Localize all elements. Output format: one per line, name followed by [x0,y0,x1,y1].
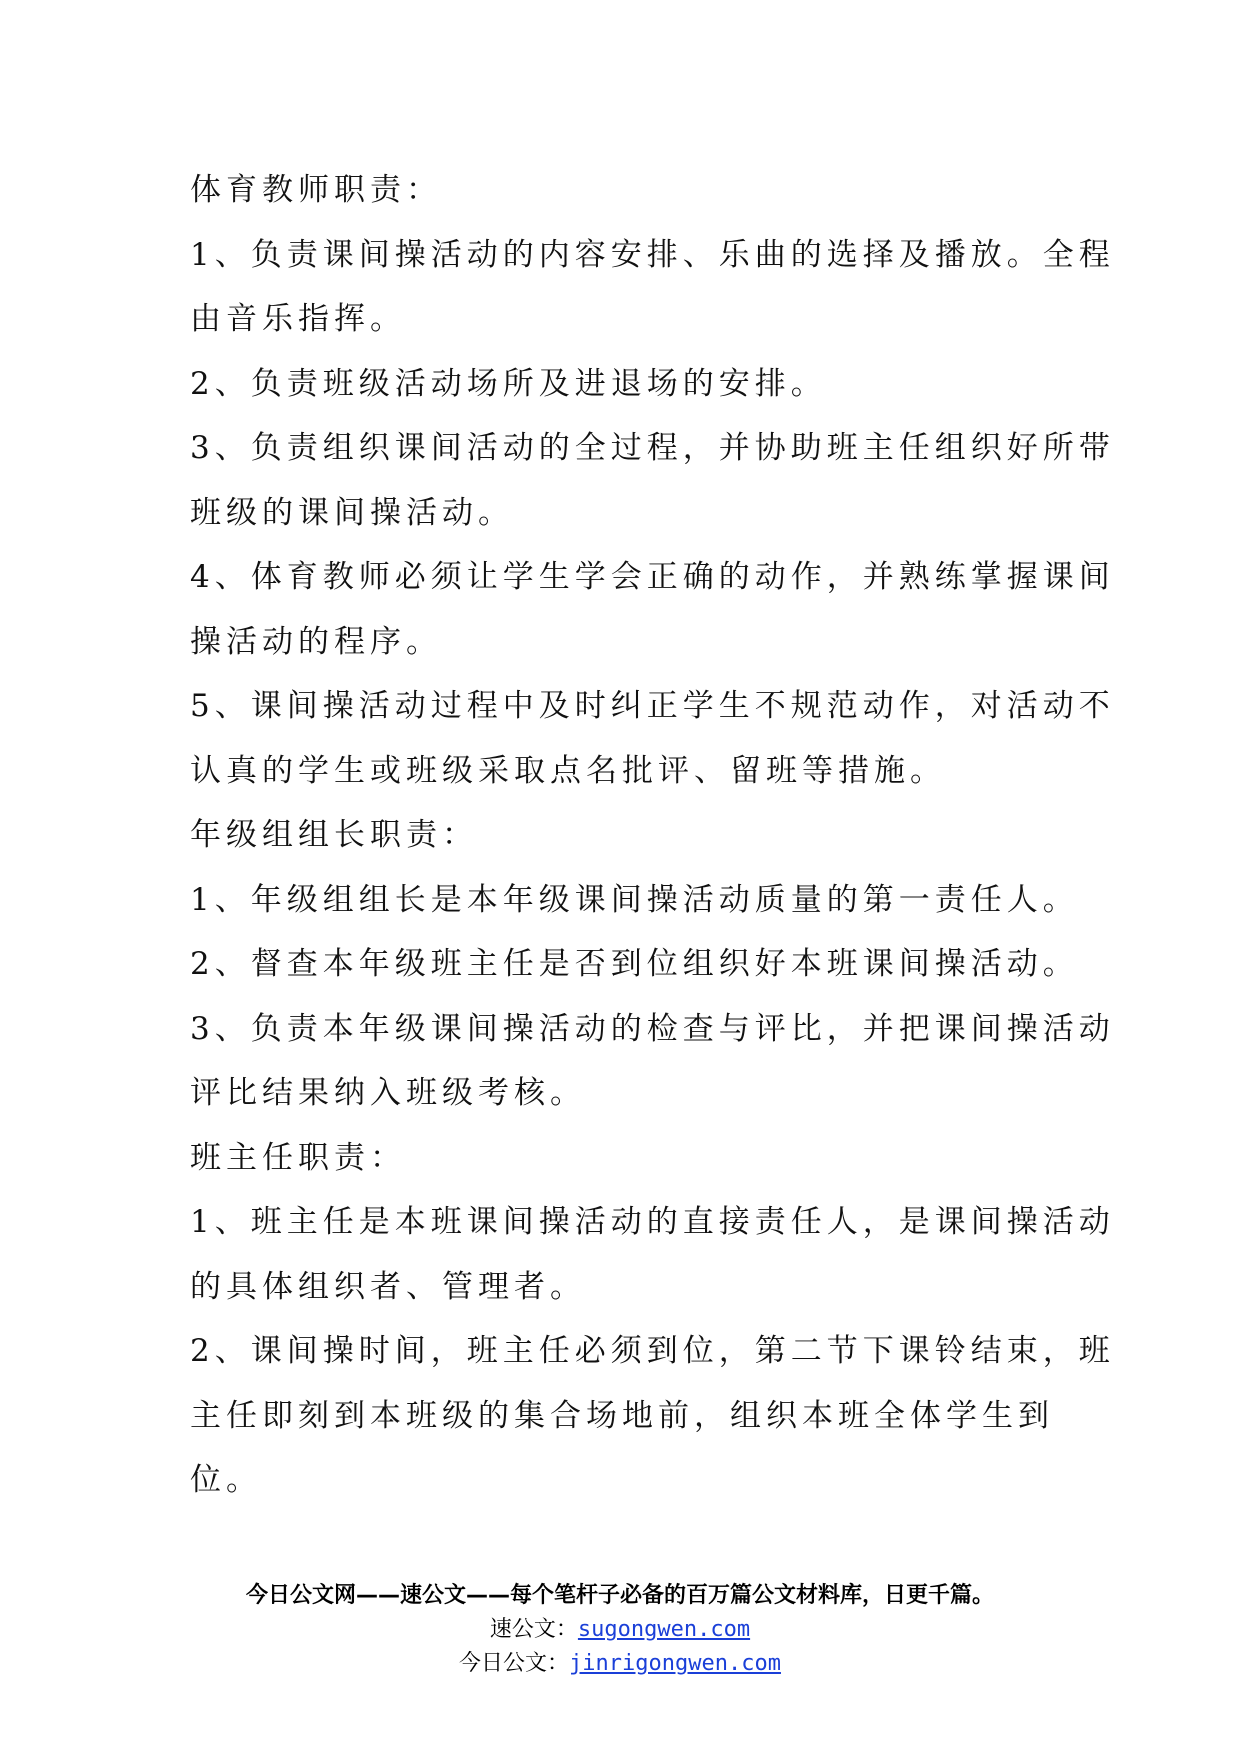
paragraph-line: 班级的课间操活动。 [190,494,514,531]
paragraph-line: 主任即刻到本班级的集合场地前，组织本班全体学生到 [190,1397,1054,1434]
paragraph-line: 3、负责组织课间活动的全过程，并协助班主任组织好所带 [190,430,1115,466]
sugongwen-label: 速公文： [489,1617,578,1642]
paragraph-line: 2、督查本年级班主任是否到位组织好本班课间操活动。 [190,946,1079,982]
paragraph-line: 1、班主任是本班课间操活动的直接责任人，是课间操活动 [190,1204,1115,1240]
paragraph-line: 由音乐指挥。 [190,301,406,337]
footer-jinrigongwen-row [0,1647,1240,1681]
paragraph-line: 1、年级组组长是本年级课间操活动质量的第一责任人。 [190,881,1079,918]
heading-class-teacher-duties: 班主任职责： [190,1139,406,1176]
document-body [190,158,1115,1513]
jinrigongwen-label: 今日公文： [459,1651,570,1676]
paragraph-line: 操活动的程序。 [190,623,442,660]
heading-grade-leader-duties: 年级组组长职责： [190,817,478,853]
sugongwen-link[interactable]: sugongwen.com [577,1617,751,1642]
jinrigongwen-link[interactable]: jinrigongwen.com [569,1651,781,1676]
heading-pe-teacher-duties: 体育教师职责： [190,172,442,208]
page-footer [0,1579,1240,1681]
paragraph-line: 4、体育教师必须让学生学会正确的动作，并熟练掌握课间 [190,559,1115,595]
footer-sugongwen-row [0,1613,1240,1647]
paragraph-line: 位。 [190,1462,262,1498]
paragraph-line: 3、负责本年级课间操活动的检查与评比，并把课间操活动 [190,1010,1115,1047]
paragraph-line: 1、负责课间操活动的内容安排、乐曲的选择及播放。全程 [190,236,1115,273]
paragraph-line: 的具体组织者、管理者。 [190,1268,586,1305]
paragraph-line: 2、课间操时间，班主任必须到位，第二节下课铃结束，班 [190,1333,1115,1369]
paragraph-line: 2、负责班级活动场所及进退场的安排。 [190,365,827,402]
paragraph-line: 5、课间操活动过程中及时纠正学生不规范动作，对活动不 [190,688,1115,724]
paragraph-line: 认真的学生或班级采取点名批评、留班等措施。 [190,752,946,789]
footer-tagline: 今日公文网——速公文——每个笔杆子必备的百万篇公文材料库，日更千篇。 [245,1583,994,1608]
paragraph-line: 评比结果纳入班级考核。 [190,1075,586,1111]
